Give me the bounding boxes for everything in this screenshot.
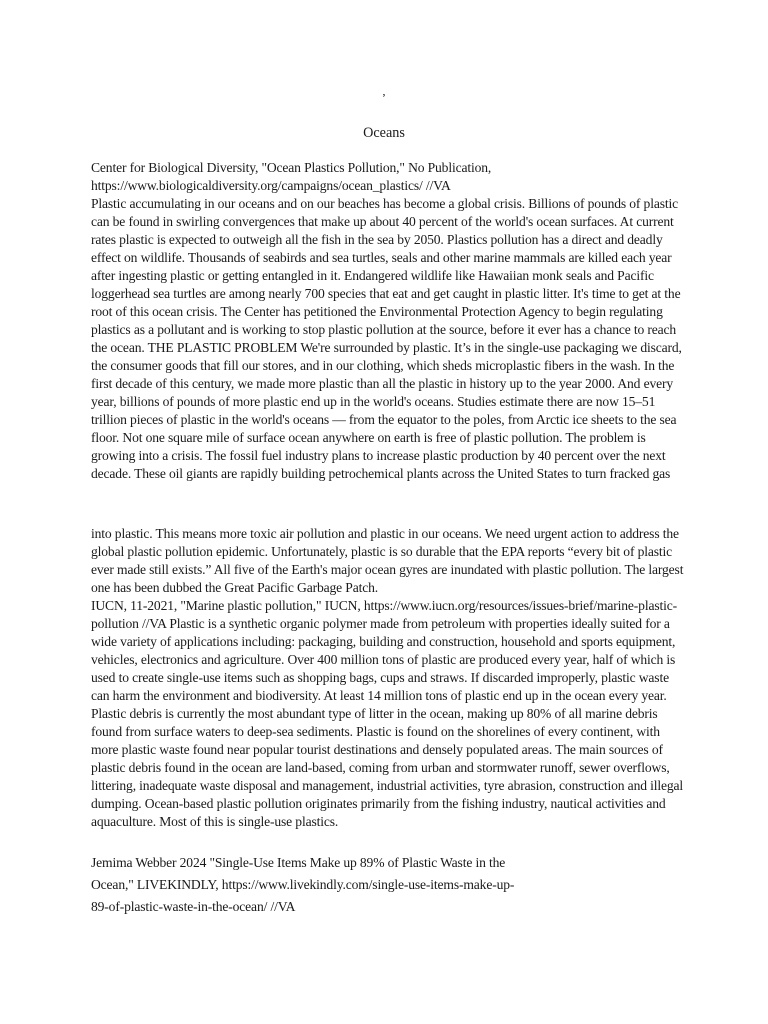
card-continuation: into plastic. This means more toxic air pollution and plastic in our oceans. We need urgent action to address the global plastic pollution epidemic. Unfortunately, plastic is so durable that the EPA reports “every bit of plastic ever made still exists.” All five of the Earth's major ocean gyres are inundated with plastic pollution. The largest one has been dubbed the Great Pacific Garbage Patch.	[91, 526, 684, 595]
card-center-biological-diversity	[91, 159, 684, 483]
citation-line-3: 89-of-plastic-waste-in-the-ocean/ //VA	[91, 899, 296, 914]
citation-line-1: Center for Biological Diversity, "Ocean Plastics Pollution," No Publication,	[91, 160, 492, 175]
card-body: Plastic accumulating in our oceans and on our beaches has become a global crisis. Billions of pounds of plastic can be found in swirling convergences that make up about 40 percent of the world's ocean surfaces. At current rates plastic is expected to outweigh all the fish in the sea by 2050. Plastics pollution has a direct and deadly effect on wildlife. Thousands of seabirds and sea turtles, seals and other marine mammals are killed each year after ingesting plastic or getting entangled in it. Endangered wildlife like Hawaiian monk seals and Pacific loggerhead sea turtles are among nearly 700 species that eat and get caught in plastic litter. It's time to get at the root of this ocean crisis. The Center has petitioned the Environmental Protection Agency to begin regulating plastics as a pollutant and is working to stop plastic pollution at the source, before it ever has a chance to reach the ocean. THE PLASTIC PROBLEM We're surrounded by plastic. It’s in the single-use packaging we discard, the consumer goods that fill our stores, and in our clothing, which sheds microplastic fibers in the wash. In the first decade of this century, we made more plastic than all the plastic in history up to the year 2000. And every year, billions of pounds of more plastic end up in the world's oceans. Studies estimate there are now 15–51 trillion pieces of plastic in the world's oceans — from the equator to the poles, from Arctic ice sheets to the sea floor. Not one square mile of surface ocean anywhere on earth is free of plastic pollution. The problem is growing into a crisis. The fossil fuel industry plans to increase plastic production by 40 percent over the next decade. These oil giants are rapidly building petrochemical plants across the United States to turn fracked gas	[91, 196, 682, 481]
card-livekindly-citation	[91, 852, 561, 918]
citation-line-2: https://www.biologicaldiversity.org/campaigns/ocean_plastics/ //VA	[91, 178, 451, 193]
card-continuation-and-iucn	[91, 525, 684, 831]
citation-line-2: Ocean," LIVEKINDLY, https://www.livekindly.com/single-use-items-make-up-	[91, 877, 515, 892]
card-iucn: IUCN, 11-2021, "Marine plastic pollution," IUCN, https://www.iucn.org/resources/issues-brief/marine-plastic-pollution //VA Plastic is a synthetic organic polymer made from petroleum with properties ideally suited for a wide variety of applications including: packaging, building and construction, household and sports equipment, vehicles, electronics and agriculture. Over 400 million tons of plastic are produced every year, half of which is used to create single-use items such as shopping bags, cups and straws. If discarded improperly, plastic waste can harm the environment and biodiversity. At least 14 million tons of plastic end up in the ocean every year. Plastic debris is currently the most abundant type of litter in the ocean, making up 80% of all marine debris found from surface waters to deep-sea sediments. Plastic is found on the shorelines of every continent, with more plastic waste found near popular tourist destinations and densely populated areas. The main sources of plastic debris found in the ocean are land-based, coming from urban and stormwater runoff, sewer overflows, littering, inadequate waste disposal and management, industrial activities, tyre abrasion, construction and illegal dumping. Ocean-based plastic pollution originates primarily from the fishing industry, nautical activities and aquaculture. Most of this is single-use plastics.	[91, 598, 684, 829]
page-title: Oceans	[363, 125, 405, 141]
citation-line-1: Jemima Webber 2024 "Single-Use Items Make up 89% of Plastic Waste in the	[91, 855, 506, 870]
header-mark: ,	[382, 84, 386, 98]
